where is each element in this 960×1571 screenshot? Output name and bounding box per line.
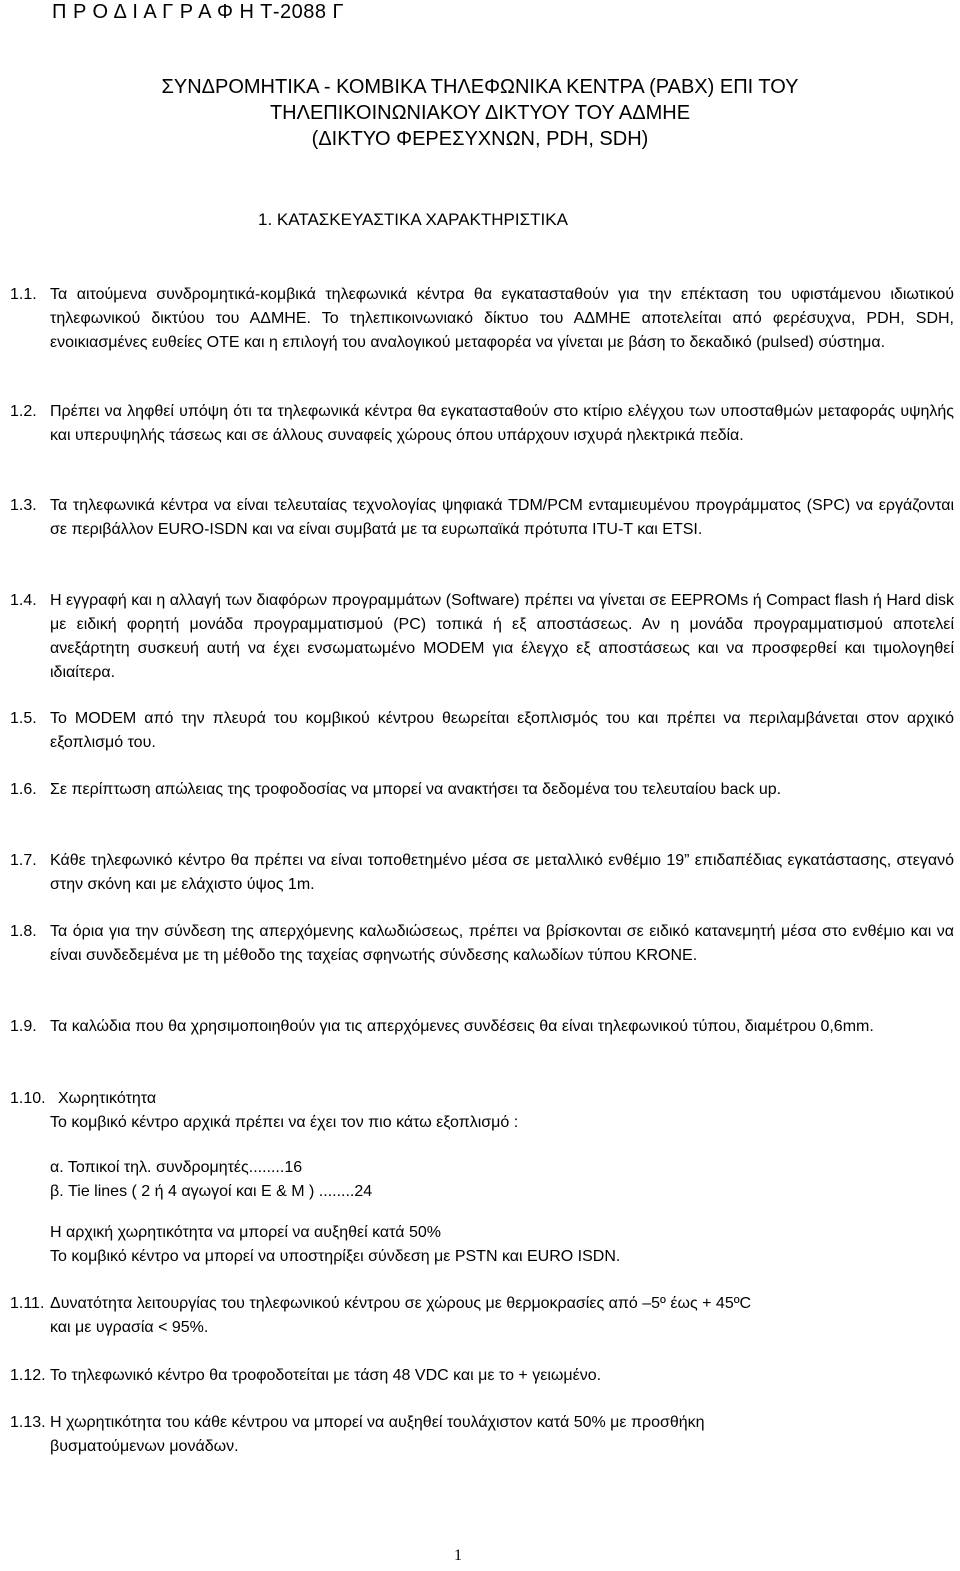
- paragraph-text: Τα τηλεφωνικά κέντρα να είναι τελευταίας τεχνολογίας ψηφιακά TDM/PCM ενταμιευμένου προγράμματος (SPC) να εργάζονται σε περιβάλλον EURO-ISDN και να είναι συμβατά με τα ευρωπαϊκά πρότυπα ITU-T και ETSI.: [50, 497, 954, 538]
- paragraph-number: 1.3.: [10, 497, 37, 514]
- paragraph-text: Πρέπει να ληφθεί υπόψη ότι τα τηλεφωνικά κέντρα θα εγκατασταθούν στο κτίριο ελέγχου των υποσταθμών μεταφοράς υψηλής και υπερυψηλής τάσεως και σε άλλους συναφείς χώρους όπου υπάρχουν ισχυρά ηλεκτρικά πεδία.: [50, 403, 954, 444]
- paragraph-text: Το τηλεφωνικό κέντρο θα τροφοδοτείται με τάση 48 VDC και με το + γειωμένο.: [50, 1367, 602, 1384]
- paragraph-1-13-line2: βυσματούμενων μονάδων.: [50, 1438, 239, 1455]
- paragraph-text: Κάθε τηλεφωνικό κέντρο θα πρέπει να είναι τοποθετημένο μέσα σε μεταλλικό ενθέμιο 19” επιδαπέδιας εγκατάστασης, στεγανό στην σκόνη και με ελάχιστο ύψος 1m.: [50, 852, 954, 893]
- paragraph-1-5: [10, 707, 954, 755]
- subtitle-line: ΤΗΛΕΠΙΚΟΙΝΩΝΙΑΚΟΥ ΔΙΚΤΥΟΥ ΤΟΥ ΑΔΜΗΕ: [269, 102, 691, 124]
- paragraph-number: 1.5.: [10, 710, 37, 727]
- paragraph-1-12: [10, 1364, 954, 1388]
- paragraph-number: 1.10.: [10, 1090, 46, 1107]
- paragraph-1-4: [10, 589, 954, 685]
- section-heading: 1. ΚΑΤΑΣΚΕΥΑΣΤΙΚΑ ΧΑΡΑΚΤΗΡΙΣΤΙΚΑ: [258, 210, 568, 229]
- paragraph-1-13: [10, 1411, 954, 1435]
- paragraph-text: Η χωρητικότητα του κάθε κέντρου να μπορεί να αυξηθεί τουλάχιστον κατά 50% με προσθήκη: [50, 1414, 705, 1431]
- paragraph-1-11-line2: και με υγρασία < 95%.: [50, 1319, 209, 1336]
- paragraph-text: Τα αιτούμενα συνδρομητικά-κομβικά τηλεφωνικά κέντρα θα εγκατασταθούν για την επέκταση του υφιστάμενου ιδιωτικού τηλεφωνικού δικτύου του ΑΔΜΗΕ. Το τηλεπικοινωνιακό δίκτυο του ΑΔΜΗΕ αποτελείται από φερέσυχνα, PDH, SDH, ενοικιασμένες ευθείες ΟΤΕ και η επιλογή του αναλογικού μεταφορέα να γίνεται με βάση το δεκαδικό (pulsed) σύστημα.: [50, 286, 954, 351]
- paragraph-number: 1.4.: [10, 592, 37, 609]
- capacity-line-c: Η αρχική χωρητικότητα να μπορεί να αυξηθεί κατά 50%: [50, 1224, 441, 1241]
- subtitle-line: (ΔΙΚΤΥΟ ΦΕΡΕΣΥΧΝΩΝ, PDH, SDH): [311, 128, 649, 150]
- paragraph-text: Τα όρια για την σύνδεση της απερχόμενης καλωδιώσεως, πρέπει να βρίσκονται σε ειδικό κατανεμητή μέσα στο ενθέμιο και να είναι συνδεδεμένα με τη μέθοδο της ταχείας σφηνωτής σύνδεσης καλωδίων τύπου KRONE.: [50, 923, 954, 964]
- paragraph-text: Το MODEM από την πλευρά του κομβικού κέντρου θεωρείται εξοπλισμός του και πρέπει να περιλαμβάνεται στον αρχικό εξοπλισμό του.: [50, 710, 954, 751]
- paragraph-number: 1.12.: [10, 1367, 46, 1384]
- paragraph-1-7: [10, 849, 954, 897]
- paragraph-1-6: [10, 778, 954, 802]
- paragraph-1-11: [10, 1292, 954, 1316]
- paragraph-number: 1.11.: [10, 1295, 45, 1312]
- document-subtitle: [0, 74, 960, 152]
- paragraph-number: 1.1.: [10, 286, 37, 303]
- capacity-line-a: α. Τοπικοί τηλ. συνδρομητές........16: [50, 1159, 303, 1176]
- paragraph-1-10: [10, 1087, 954, 1111]
- paragraph-text: Τα καλώδια που θα χρησιμοποιηθούν για τις απερχόμενες συνδέσεις θα είναι τηλεφωνικού τύπου, διαμέτρου 0,6mm.: [50, 1018, 874, 1035]
- paragraph-heading: Χωρητικότητα: [58, 1090, 157, 1107]
- paragraph-number: 1.8.: [10, 923, 37, 940]
- paragraph-number: 1.9.: [10, 1018, 37, 1035]
- paragraph-number: 1.6.: [10, 781, 37, 798]
- paragraph-1-3: [10, 494, 954, 542]
- paragraph-1-1: [10, 283, 954, 355]
- paragraph-1-8: [10, 920, 954, 968]
- paragraph-text: Η εγγραφή και η αλλαγή των διαφόρων προγραμμάτων (Software) πρέπει να γίνεται σε EEPROMs ή Compact flash ή Hard disk με ειδική φορητή μονάδα προγραμματισμού (PC) τοπικά ή εξ αποστάσεως. Αν η μονάδα προγραμματισμού αποτελεί ανεξάρτητη συσκευή αυτή να έχει ενσωματωμένο MODEM για έλεγχο εξ αποστάσεως και να προσφερθεί και τιμολογηθεί ιδιαίτερα.: [50, 592, 954, 681]
- paragraph-number: 1.13.: [10, 1414, 46, 1431]
- paragraph-text: Δυνατότητα λειτουργίας του τηλεφωνικού κέντρου σε χώρους με θερμοκρασίες από –5º έως + 45ºC: [50, 1295, 752, 1312]
- capacity-line-d: Το κομβικό κέντρο να μπορεί να υποστηρίξει σύνδεση με PSTN και EURO ISDN.: [50, 1248, 621, 1265]
- subtitle-line: ΣΥΝΔΡΟΜΗΤΙΚΑ - ΚΟΜΒΙΚΑ ΤΗΛΕΦΩΝΙΚΑ ΚΕΝΤΡΑ (PABX) ΕΠΙ ΤΟΥ: [161, 76, 799, 98]
- paragraph-text: Σε περίπτωση απώλειας της τροφοδοσίας να μπορεί να ανακτήσει τα δεδομένα του τελευταίου back up.: [50, 781, 782, 798]
- capacity-line-b: β. Tie lines ( 2 ή 4 αγωγοί και E & M ) ........24: [50, 1183, 373, 1200]
- document-title: Π Ρ Ο Δ Ι Α Γ Ρ Α Φ Η Τ-2088 Γ: [52, 1, 345, 23]
- paragraph-number: 1.2.: [10, 403, 37, 420]
- paragraph-1-2: [10, 400, 954, 448]
- page-number: 1: [454, 1547, 462, 1564]
- capacity-intro: Το κομβικό κέντρο αρχικά πρέπει να έχει τον πιο κάτω εξοπλισμό :: [50, 1114, 519, 1131]
- paragraph-1-9: [10, 1015, 954, 1039]
- paragraph-number: 1.7.: [10, 852, 37, 869]
